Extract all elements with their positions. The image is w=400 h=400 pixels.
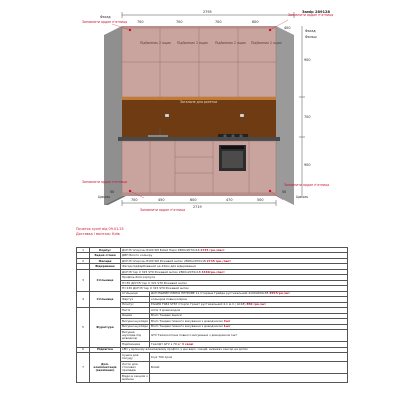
spec-value: GTV Телескопічна повного висування з доводчиком 1шт bbox=[150, 330, 348, 342]
price-highlight: 850 грн./шт bbox=[246, 302, 266, 307]
spec-number: 6 bbox=[77, 347, 90, 352]
upper-seg-3: 700 bbox=[215, 20, 222, 24]
spec-category: Фурнітура bbox=[90, 308, 121, 348]
spec-subcategory: Плінтус bbox=[121, 302, 150, 307]
fascia-right: Фасад bbox=[305, 29, 316, 33]
bottom-note: Заповнити ардан п'ятниця bbox=[140, 208, 186, 212]
lower-seg-5: 500 bbox=[257, 198, 264, 202]
center-lighting-note: Загальне для розетки bbox=[180, 100, 218, 104]
upper-left-note: Заповнити ардан п'ятниця bbox=[82, 20, 128, 24]
spec-value: ДСП Егопорсин 8100 SM Рожевий антик 2800х2070х18 2745 грн./лист bbox=[121, 258, 348, 263]
spec-value: ДСП Еггер U 325 ST9 Рожевий антик 2800х2070х18 4440грн./лист bbox=[121, 269, 348, 274]
lower-left-note: Заповнити ардан п'ятниця bbox=[82, 180, 128, 184]
side-dim-1: 400 bbox=[284, 26, 291, 30]
price-highlight: 1шт bbox=[223, 324, 231, 329]
spec-value: Білий bbox=[150, 362, 348, 374]
spec-value: Blum Тандем повного висування з доводчиком 3шт bbox=[150, 319, 348, 324]
lower-seg-4: 470 bbox=[226, 198, 233, 202]
spec-subcategory: Ящики bbox=[121, 313, 150, 318]
plinth-left: Цоколь bbox=[98, 195, 111, 199]
left-wall bbox=[104, 26, 122, 205]
spec-category: Корпус bbox=[90, 248, 121, 253]
price-highlight: 3шт bbox=[223, 318, 231, 323]
spec-value: ДСП ЕШЕЙН РІВНОЇ ПЕТРОВЕ 11 Стиране Грейде рустикальний 4100х600х38 3557грн./шт bbox=[150, 291, 348, 296]
height-upper: 900 bbox=[304, 58, 311, 62]
caption-start: Початок кухні від 09.01.25 bbox=[76, 227, 124, 231]
spec-category: Фасади bbox=[90, 258, 121, 263]
lower-right-note: Заповнити ардан п'ятниця bbox=[284, 183, 330, 187]
upper-seg-2: 700 bbox=[176, 20, 183, 24]
upper-seg-4: 600 bbox=[252, 20, 259, 24]
spec-value: LED у врізному алюмінієвому профілі, у дні верх. секцій, вимикач сенсор на дотик bbox=[121, 347, 348, 352]
lift-label-1: Підйомник 2 ящик bbox=[140, 41, 171, 45]
spec-subcategory: Висувні шухляди bbox=[122, 324, 149, 329]
price-highlight: 2745 грн./лист bbox=[206, 258, 231, 263]
spec-value: Газліфт GTV з 79 кг 3 скові bbox=[150, 342, 348, 347]
price-highlight: 3 скові bbox=[181, 341, 194, 346]
height-lower: 900 bbox=[304, 163, 311, 167]
lower-cabinets bbox=[122, 141, 276, 193]
spec-value: ДВП Білого кольору bbox=[121, 253, 348, 258]
lower-seg-2: 450 bbox=[158, 198, 165, 202]
lift-label-2: Підйомник 2 ящик bbox=[177, 41, 208, 45]
spec-value: Профіль біля корпуса bbox=[121, 275, 348, 280]
spec-category: Відкриванн bbox=[90, 264, 121, 269]
spec-category: Задня стінка bbox=[90, 253, 121, 258]
spec-value bbox=[150, 374, 348, 383]
spec-subcategory: Підйомники bbox=[121, 342, 150, 347]
spec-subcategory: Висувні шухляди bbox=[122, 318, 149, 323]
spec-category: Доп. комплектація (вказівник) bbox=[90, 353, 121, 383]
spec-value: Amix 3 дозвокодом bbox=[150, 308, 348, 313]
spec-value: Фасад підфарбований на 22мм для відкривання bbox=[121, 264, 348, 269]
spec-value: Blum Тандем повного висування з доводчиком 1шт bbox=[150, 324, 348, 329]
spec-number: 2 bbox=[77, 258, 90, 263]
spec-number: 3 bbox=[77, 269, 90, 291]
spec-subcategory: Стільниця bbox=[121, 291, 150, 296]
height-mid: 700 bbox=[304, 115, 311, 119]
spec-subcategory: Сушка для посуду bbox=[121, 353, 150, 362]
fascia-left: Фасад bbox=[100, 15, 111, 19]
spec-subcategory: Петлі bbox=[121, 308, 150, 313]
plinth-right: Цоколь bbox=[296, 195, 309, 199]
spec-value: Blum Тандем ящики bbox=[150, 313, 348, 318]
top-width-label: 2795 bbox=[203, 10, 212, 14]
spec-value: EGGER F484 ST87 Сторпо Граніт рустикальний 4,1 м.п ( АС18) 850 грн./шт bbox=[150, 302, 348, 307]
spec-number: 4 bbox=[77, 291, 90, 307]
right-wall bbox=[276, 26, 294, 205]
spec-value: Н=130 ДСП Еггер U 315 ST9 Рожевий антик bbox=[121, 286, 348, 291]
order-number: Замір 289128 bbox=[302, 10, 330, 14]
bottom-width-label: 2719 bbox=[193, 205, 202, 209]
spec-number: 5 bbox=[77, 308, 90, 348]
spec-value: кольоров повноколірна bbox=[150, 297, 348, 302]
spec-subcategory: Висувна шухляда під доводкою bbox=[121, 330, 150, 342]
upper-right-note: Заповнити ардан п'ятниця bbox=[288, 13, 334, 17]
side-dim-3: 50 bbox=[282, 190, 287, 194]
lift-label-3: Підйомник 2 ящик bbox=[215, 41, 246, 45]
lower-seg-1: 700 bbox=[131, 198, 138, 202]
spec-subcategory: Лоток для столових приладів bbox=[121, 362, 150, 374]
spec-category: Стільниця bbox=[90, 291, 121, 307]
price-highlight: 3557грн./шт bbox=[269, 291, 290, 296]
lift-label-4: Підйомник 2 ящик bbox=[251, 41, 282, 45]
spec-subcategory: Відро в секціях з мийкою bbox=[122, 373, 148, 382]
plinth bbox=[122, 193, 276, 196]
spec-subcategory: Фартух bbox=[121, 297, 150, 302]
spec-table bbox=[76, 247, 348, 383]
spec-value: ДСП Егопорсин 8100 SM Білий Перл 2800х2070х18 2745 грн./лист bbox=[121, 248, 348, 253]
price-highlight: 2745 грн./лист bbox=[200, 247, 225, 252]
countertop bbox=[118, 137, 280, 141]
price-highlight: 4440грн./лист bbox=[201, 269, 225, 274]
spec-number: 1 bbox=[77, 248, 90, 253]
spec-category: Підсвітка bbox=[90, 347, 121, 352]
spec-number: 7 bbox=[77, 353, 90, 383]
upper-seg-1: 700 bbox=[137, 20, 144, 24]
spec-row bbox=[77, 353, 348, 362]
lower-seg-3: 600 bbox=[190, 198, 197, 202]
spec-category: Стільниця bbox=[90, 269, 121, 291]
spec-value: Н=55 ДСП Еггер U 321 ST9 Рожевий антик bbox=[121, 280, 348, 285]
side-dim-2: 50 bbox=[110, 190, 115, 194]
spec-value: Kryz 700 хром bbox=[150, 353, 348, 362]
side-label: Фальш bbox=[305, 35, 317, 39]
caption-delivery: Доставка і монтаж: Київ bbox=[76, 232, 120, 236]
